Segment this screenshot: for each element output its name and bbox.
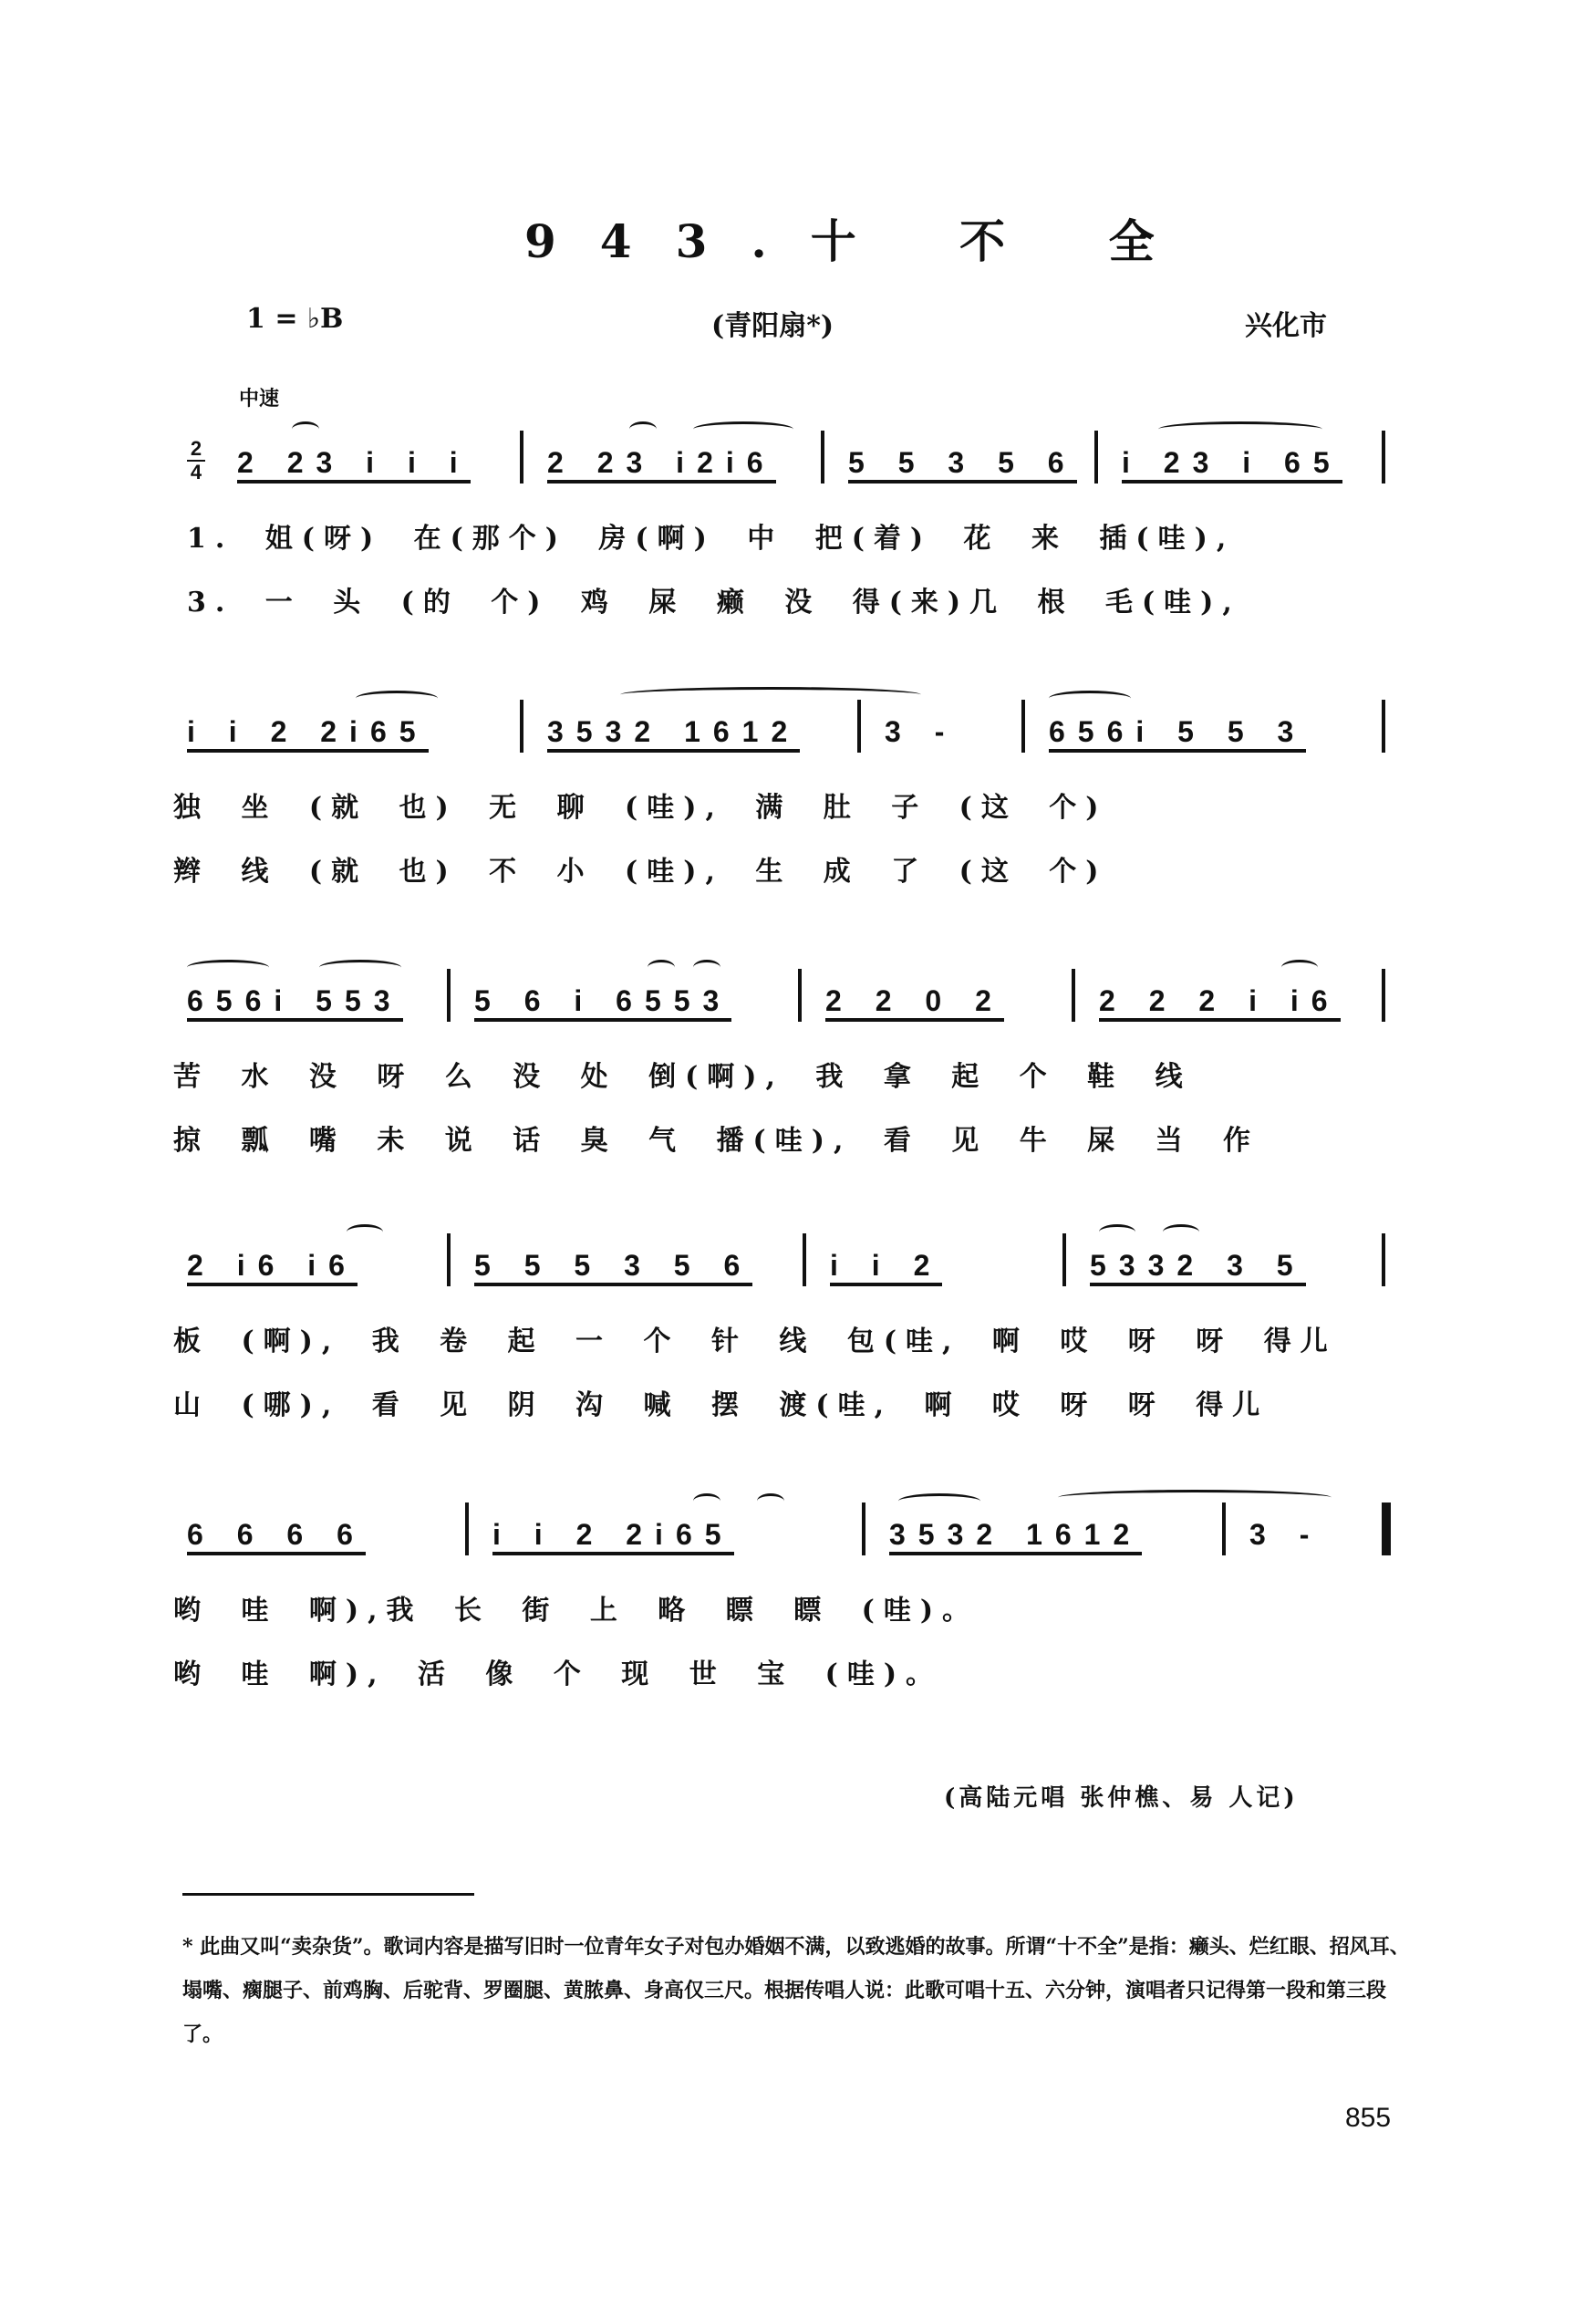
bar-line bbox=[447, 969, 451, 1022]
measure bbox=[889, 1510, 1142, 1555]
note-group: 656i 5 5 3 bbox=[1049, 716, 1306, 753]
tie-arc bbox=[1281, 960, 1318, 975]
bar-line bbox=[803, 1233, 806, 1286]
measure bbox=[187, 1241, 358, 1286]
slur-arc bbox=[898, 1493, 980, 1509]
measure bbox=[1099, 976, 1341, 1022]
measure bbox=[237, 438, 471, 484]
slur-arc bbox=[1049, 691, 1131, 706]
measure bbox=[547, 707, 800, 753]
lyric-line-3: 山 (哪), 看 见 阴 沟 喊 摆 渡(哇, 啊 哎 呀 呀 得儿 bbox=[173, 1389, 1270, 1421]
slur-arc bbox=[1058, 1490, 1332, 1505]
note-group: 2 2 0 2 bbox=[825, 985, 1004, 1022]
measure bbox=[492, 1510, 734, 1555]
bar-line bbox=[1382, 969, 1385, 1022]
bar-line bbox=[447, 1233, 451, 1286]
note-group: i 23 i 65 bbox=[1122, 447, 1342, 484]
measure bbox=[187, 1510, 366, 1555]
tie-arc bbox=[629, 421, 657, 437]
key-signature: 1 = ♭B bbox=[246, 303, 344, 335]
slur-arc bbox=[356, 691, 438, 706]
bar-line bbox=[862, 1503, 865, 1555]
bar-line bbox=[465, 1503, 469, 1555]
lyric-line-1: 哟 哇 啊),我 长 街 上 略 瞟 瞟 (哇)。 bbox=[173, 1595, 979, 1627]
measure bbox=[1049, 707, 1306, 753]
tie-arc bbox=[693, 960, 720, 975]
time-signature-bottom: 4 bbox=[190, 461, 202, 484]
lyric-line-1: 1. 姐(呀) 在(那个) 房(啊) 中 把(着) 花 来 插(哇), bbox=[187, 523, 1236, 555]
measure bbox=[187, 707, 429, 753]
page-title: 943.十 不 全 bbox=[524, 214, 1198, 268]
measure bbox=[187, 976, 403, 1022]
tune-name: (青阳扇*) bbox=[711, 310, 834, 342]
bar-line bbox=[520, 700, 523, 753]
measure bbox=[474, 976, 731, 1022]
measure bbox=[474, 1241, 752, 1286]
note-group: i i 2 2i65 bbox=[492, 1519, 734, 1555]
fermata-arc bbox=[347, 1224, 383, 1240]
bar-line bbox=[821, 431, 824, 484]
lyric-line-3: 辫 线 (就 也) 不 小 (哇), 生 成 了 (这 个) bbox=[173, 856, 1108, 888]
note-group: 3 - bbox=[1249, 1518, 1322, 1551]
measure bbox=[1090, 1241, 1306, 1286]
footnote: * 此曲又叫“卖杂货”。歌词内容是描写旧时一位青年女子对包办婚姻不满，以致逃婚的故事。所谓“十不全”是指：癞头、烂红眼、招风耳、塌嘴、瘸腿子、前鸡胸、后驼背、罗圈腿、黄脓鼻、身高仅三尺。根据传唱人说：此歌可唱十五、六分钟，演唱者只记得第一段和第三段了。 bbox=[182, 1935, 1410, 2046]
note-group: 3532 1612 bbox=[889, 1519, 1142, 1555]
measure bbox=[830, 1241, 942, 1286]
bar-line bbox=[1062, 1233, 1066, 1286]
notes-row bbox=[173, 438, 1391, 484]
notes-row bbox=[173, 1241, 1391, 1286]
tie-arc bbox=[693, 1493, 720, 1509]
note-group: 2 i6 i6 bbox=[187, 1250, 358, 1286]
slur-arc bbox=[187, 960, 269, 975]
bar-line bbox=[1382, 700, 1385, 753]
note-group: 6 6 6 6 bbox=[187, 1519, 366, 1555]
note-group: i i 2 bbox=[830, 1250, 942, 1286]
lyric-line-3: 3. 一 头 (的 个) 鸡 屎 癞 没 得(来)几 根 毛(哇), bbox=[187, 587, 1241, 619]
bar-line bbox=[1021, 700, 1025, 753]
note-group: 5 5 3 5 6 bbox=[848, 447, 1077, 484]
note-group: 3532 1612 bbox=[547, 716, 800, 753]
slur-arc bbox=[1158, 421, 1322, 437]
slur-arc bbox=[693, 421, 793, 437]
bar-line bbox=[1382, 1233, 1385, 1286]
final-bar-line bbox=[1382, 1503, 1391, 1555]
note-group: 656i 553 bbox=[187, 985, 403, 1022]
bar-line bbox=[1094, 431, 1098, 484]
lyric-line-1: 独 坐 (就 也) 无 聊 (哇), 满 肚 子 (这 个) bbox=[173, 792, 1108, 824]
note-group: 5332 3 5 bbox=[1090, 1250, 1306, 1286]
note-group: 2 23 i2i6 bbox=[547, 447, 776, 484]
performer-credit: (高陆元唱 张仲樵、易 人记) bbox=[944, 1784, 1299, 1812]
fermata-arc bbox=[292, 421, 319, 437]
bar-line bbox=[857, 700, 861, 753]
slur-arc bbox=[319, 960, 401, 975]
lyric-line-3: 掠 瓢 嘴 未 说 话 臭 气 播(哇), 看 见 牛 屎 当 作 bbox=[173, 1125, 1260, 1157]
note-group: 3 - bbox=[885, 715, 958, 748]
tie-arc bbox=[757, 1493, 784, 1509]
page-number: 855 bbox=[1345, 2103, 1392, 2133]
bar-line bbox=[798, 969, 802, 1022]
tempo-marking: 中速 bbox=[239, 387, 280, 411]
notes-row bbox=[173, 1510, 1391, 1555]
slur-arc bbox=[620, 687, 921, 702]
notes-row bbox=[173, 976, 1391, 1022]
bar-line bbox=[1072, 969, 1075, 1022]
note-group: 2 23 i i i bbox=[237, 447, 471, 484]
notes-row bbox=[173, 707, 1391, 753]
note-group: 2 2 2 i i6 bbox=[1099, 985, 1341, 1022]
bar-line bbox=[520, 431, 523, 484]
note-group: i i 2 2i65 bbox=[187, 716, 429, 753]
lyric-line-1: 板 (啊), 我 卷 起 一 个 针 线 包(哇, 啊 哎 呀 呀 得儿 bbox=[173, 1326, 1337, 1357]
tie-arc bbox=[648, 960, 675, 975]
measure bbox=[1249, 1510, 1321, 1555]
region-label: 兴化市 bbox=[1245, 310, 1327, 342]
footnote-rule bbox=[182, 1893, 474, 1896]
measure bbox=[885, 707, 957, 753]
note-group: 5 5 5 3 5 6 bbox=[474, 1250, 752, 1286]
lyric-line-1: 苦 水 没 呀 么 没 处 倒(啊), 我 拿 起 个 鞋 线 bbox=[173, 1061, 1192, 1093]
time-signature-top: 2 bbox=[187, 438, 205, 462]
lyric-line-3: 哟 哇 啊), 活 像 个 现 世 宝 (哇)。 bbox=[173, 1659, 943, 1690]
tie-arc bbox=[1163, 1224, 1199, 1240]
measure bbox=[547, 438, 776, 484]
measure bbox=[848, 438, 1077, 484]
measure bbox=[1122, 438, 1342, 484]
tie-arc bbox=[1099, 1224, 1135, 1240]
bar-line bbox=[1382, 431, 1385, 484]
bar-line bbox=[1222, 1503, 1226, 1555]
measure bbox=[825, 976, 1004, 1022]
note-group: 5 6 i 6553 bbox=[474, 985, 731, 1022]
